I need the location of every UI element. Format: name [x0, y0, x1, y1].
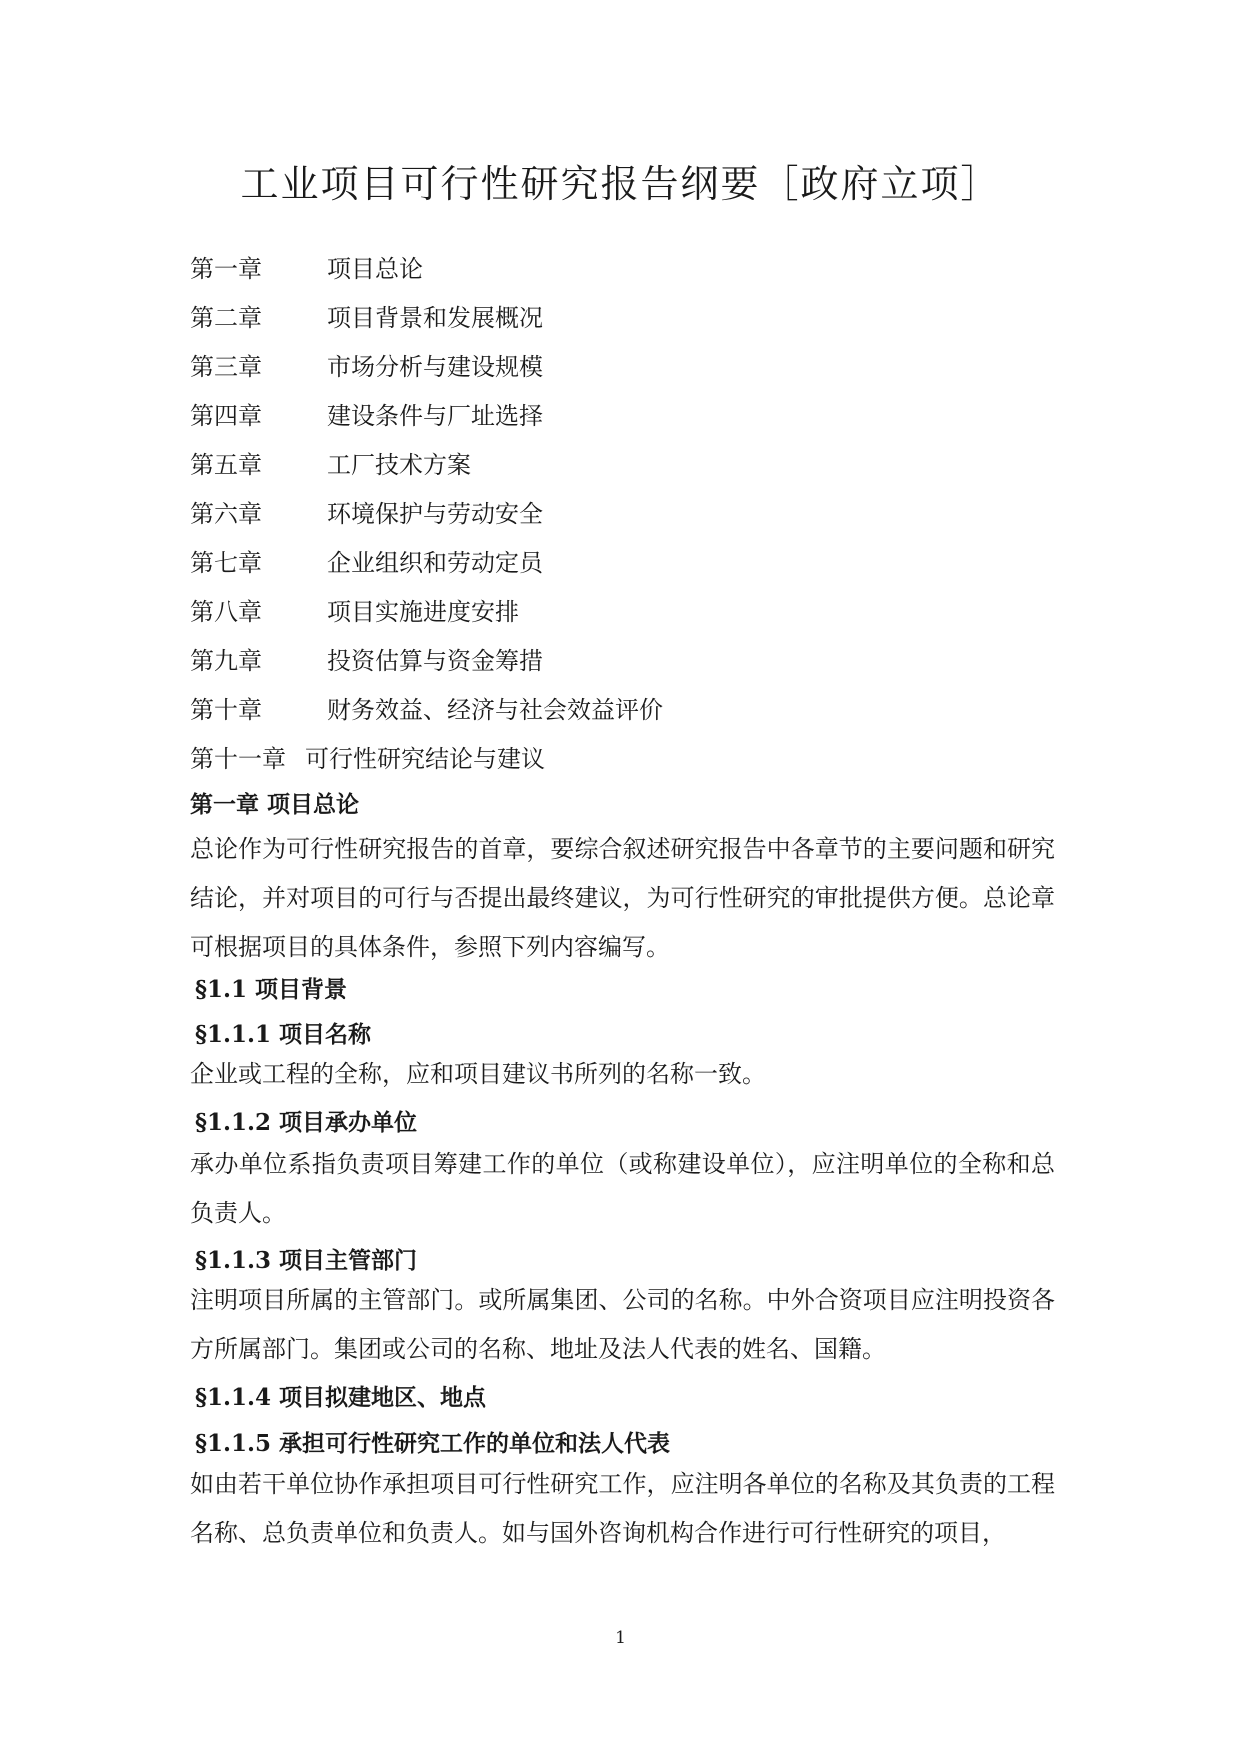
- toc-chapter-title: 投资估算与资金筹措: [327, 647, 543, 675]
- toc-item: [190, 641, 1090, 690]
- toc-item: [190, 445, 1090, 494]
- chapter-intro-paragraph: 总论作为可行性研究报告的首章，要综合叙述研究报告中各章节的主要问题和研究结论，并对项目的可行与否提出最终建议，为可行性研究的审批提供方便。总论章可根据项目的具体条件，参照下列内容编写。: [190, 835, 1055, 961]
- toc-chapter-title: 项目总论: [327, 255, 423, 283]
- toc-item: [190, 690, 1090, 739]
- page-number: 1: [615, 1628, 626, 1648]
- subsection-paragraph: 注明项目所属的主管部门。或所属集团、公司的名称。中外合资项目应注明投资各方所属部门。集团或公司的名称、地址及法人代表的姓名、国籍。: [190, 1286, 1055, 1363]
- toc-chapter-number: 第十章: [190, 696, 262, 724]
- toc-chapter-title: 市场分析与建设规模: [327, 353, 543, 381]
- toc-item: [190, 543, 1090, 592]
- toc-chapter-number: 第三章: [190, 353, 262, 381]
- toc-chapter-number: 第十一章: [190, 745, 286, 773]
- chapter-heading: 第一章 项目总论: [190, 791, 360, 818]
- section-heading: §1.1 项目背景: [195, 976, 348, 1003]
- subsection-heading: §1.1.1 项目名称: [195, 1021, 372, 1048]
- toc-chapter-number: 第八章: [190, 598, 262, 626]
- toc-chapter-number: 第九章: [190, 647, 262, 675]
- toc-chapter-title: 项目实施进度安排: [327, 598, 519, 626]
- subsection-paragraph: 企业或工程的全称，应和项目建议书所列的名称一致。: [190, 1060, 766, 1088]
- subsection-heading: §1.1.3 项目主管部门: [195, 1247, 418, 1274]
- toc-chapter-number: 第七章: [190, 549, 262, 577]
- document-title: 工业项目可行性研究报告纲要［政府立项］: [240, 162, 1001, 206]
- subsection-heading: §1.1.5 承担可行性研究工作的单位和法人代表: [195, 1430, 671, 1457]
- subsection-heading: §1.1.2 项目承办单位: [195, 1109, 418, 1136]
- toc-chapter-title: 财务效益、经济与社会效益评价: [327, 696, 663, 724]
- toc-chapter-title: 可行性研究结论与建议: [305, 745, 545, 773]
- toc-chapter-title: 项目背景和发展概况: [327, 304, 543, 332]
- toc-item: [190, 494, 1090, 543]
- toc-chapter-number: 第二章: [190, 304, 262, 332]
- toc-chapter-title: 企业组织和劳动定员: [327, 549, 543, 577]
- toc-item: [190, 739, 1090, 788]
- subsection-paragraph: 如由若干单位协作承担项目可行性研究工作，应注明各单位的名称及其负责的工程名称、总负责单位和负责人。如与国外咨询机构合作进行可行性研究的项目，: [190, 1470, 1055, 1547]
- toc-chapter-number: 第一章: [190, 255, 262, 283]
- subsection-paragraph: 承办单位系指负责项目筹建工作的单位（或称建设单位），应注明单位的全称和总负责人。: [190, 1150, 1055, 1227]
- toc-item: [190, 396, 1090, 445]
- toc-chapter-title: 建设条件与厂址选择: [327, 402, 543, 430]
- toc-item: [190, 249, 1090, 298]
- toc-item: [190, 347, 1090, 396]
- toc-chapter-title: 环境保护与劳动安全: [327, 500, 543, 528]
- toc-chapter-title: 工厂技术方案: [327, 451, 471, 479]
- toc-chapter-number: 第六章: [190, 500, 262, 528]
- toc-chapter-number: 第五章: [190, 451, 262, 479]
- table-of-contents: [190, 249, 1090, 788]
- toc-item: [190, 592, 1090, 641]
- toc-item: [190, 298, 1090, 347]
- toc-chapter-number: 第四章: [190, 402, 262, 430]
- subsection-heading: §1.1.4 项目拟建地区、地点: [195, 1384, 487, 1411]
